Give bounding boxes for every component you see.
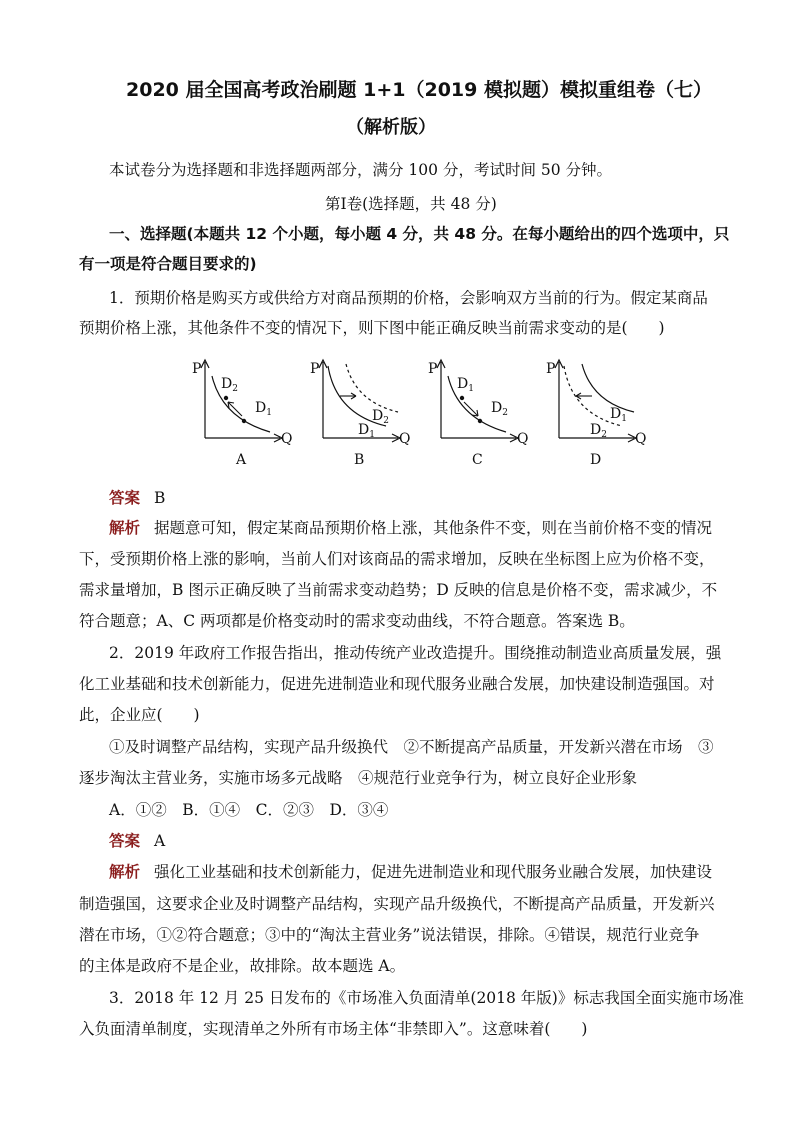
q3-stem-line2: 入负面清单制度，实现清单之外所有市场主体“非禁即入”。这意味着( ) [79,1020,588,1038]
graph-c-q-label: Q [517,431,529,447]
q2-stem-line1: 2．2019 年政府工作报告指出，推动传统产业改造提升。围绕推动制造业高质量发展，强 [109,644,722,662]
q1-analysis-line3: 需求量增加，B 图示正确反映了当前需求变动趋势；D 反映的信息是价格不变，需求减少，不 [79,581,718,599]
graph-a-svg [180,352,298,470]
graph-a-letter: A [236,452,247,468]
q2-options-line1: ①及时调整产品结构，实现产品升级换代 ②不断提高产品质量，开发新兴潜在市场 ③ [109,738,714,756]
q1-analysis-line2: 下，受预期价格上涨的影响，当前人们对该商品的需求增加，反映在坐标图上应为价格不变， [79,550,715,568]
q2-stem-line3: 此，企业应( ) [79,706,200,724]
graph-c-curve2-label: $D_2$ [491,400,508,418]
graph-a-point-high [224,396,228,400]
graph-b [298,352,416,470]
graph-a-curve1-label: $D_2$ [221,376,238,394]
graph-d [534,352,652,470]
q2-analysis-line3: 潜在市场，①②符合题意；③中的“淘汰主营业务”说法错误，排除。④错误，规范行业竞争 [79,926,700,944]
graph-c-curve1-label: $D_1$ [457,376,474,394]
graph-c-letter: C [472,452,483,468]
graph-b-svg [298,352,416,470]
section-heading-line2: 有一项是符合题目要求的) [79,255,257,273]
graph-a-p-label: P [192,361,202,377]
graph-d-curve2-label: $D_2$ [590,422,607,440]
graph-a [180,352,298,470]
graph-d-curve1-label: $D_1$ [610,406,627,424]
graph-a-point-low [242,419,246,423]
q2-analysis-line4: 的主体是政府不是企业，故排除。故本题选 A。 [79,957,406,975]
q1-analysis-line1 [109,518,712,538]
q1-analysis-line4: 符合题意；A、C 两项都是价格变动时的需求变动曲线，不符合题意。答案选 B。 [79,612,635,630]
graph-c-svg [416,352,534,470]
graph-b-letter: B [354,452,365,468]
exam-intro: 本试卷分为选择题和非选择题两部分，满分 100 分，考试时间 50 分钟。 [109,161,613,179]
q2-analysis-text1: 强化工业基础和技术创新能力，促进先进制造业和现代服务业融合发展，加快建设 [154,863,713,881]
graph-d-curve-d1 [582,364,634,412]
doc-title: 2020 届全国高考政治刷题 1+1（2019 模拟题）模拟重组卷（七） [126,79,712,101]
q1-stem-line2: 预期价格上涨，其他条件不变的情况下，则下图中能正确反映当前需求变动的是( ) [79,319,665,337]
graph-c [416,352,534,470]
part-title: 第Ⅰ卷(选择题，共 48 分) [325,195,497,213]
answer-label: 答案 [109,832,141,850]
analysis-label: 解析 [109,519,141,537]
graph-d-letter: D [590,452,602,468]
q2-answer [109,831,165,851]
analysis-label: 解析 [109,863,141,881]
graph-c-point-low [478,419,482,423]
graph-a-q-label: Q [281,431,293,447]
q1-answer [109,488,165,508]
q2-choices: A．①② B．①④ C．②③ D．③④ [109,801,389,819]
q1-analysis-text1: 据题意可知，假定某商品预期价格上涨，其他条件不变，则在当前价格不变的情况 [154,519,713,537]
q1-demand-graphs [180,352,650,470]
q2-analysis-line1 [109,862,712,882]
graph-d-p-label: P [546,361,556,377]
graph-d-svg [534,352,652,470]
graph-b-p-label: P [310,361,320,377]
q1-stem-line1: 1．预期价格是购买方或供给方对商品预期的价格，会影响双方当前的行为。假定某商品 [109,289,708,307]
q1-answer-value: B [154,489,166,507]
graph-c-p-label: P [428,361,438,377]
q2-analysis-line2: 制造强国，这要求企业及时调整产品结构，实现产品升级换代，不断提高产品质量，开发新兴 [79,895,715,913]
graph-b-curve2-label: $D_1$ [358,422,375,440]
graph-d-q-label: Q [635,431,647,447]
graph-b-curve-d2 [346,364,398,412]
graph-a-curve2-label: $D_1$ [255,400,272,418]
q3-stem-line1: 3．2018 年 12 月 25 日发布的《市场准入负面清单(2018 年版)》标志我国全面实施市场准 [109,989,744,1007]
q2-options-line2: 逐步淘汰主营业务，实施市场多元战略 ④规范行业竞争行为，树立良好企业形象 [79,769,638,787]
answer-label: 答案 [109,489,141,507]
q2-answer-value: A [154,832,166,850]
graph-c-point-high [460,396,464,400]
doc-subtitle: （解析版） [346,117,436,138]
section-heading-line1: 一、选择题(本题共 12 个小题，每小题 4 分，共 48 分。在每小题给出的四个选项中，只 [109,225,730,243]
graph-b-q-label: Q [399,431,411,447]
q2-stem-line2: 化工业基础和技术创新能力，促进先进制造业和现代服务业融合发展，加快建设制造强国。对 [79,675,715,693]
graph-b-curve1-label: $D_2$ [372,408,389,426]
